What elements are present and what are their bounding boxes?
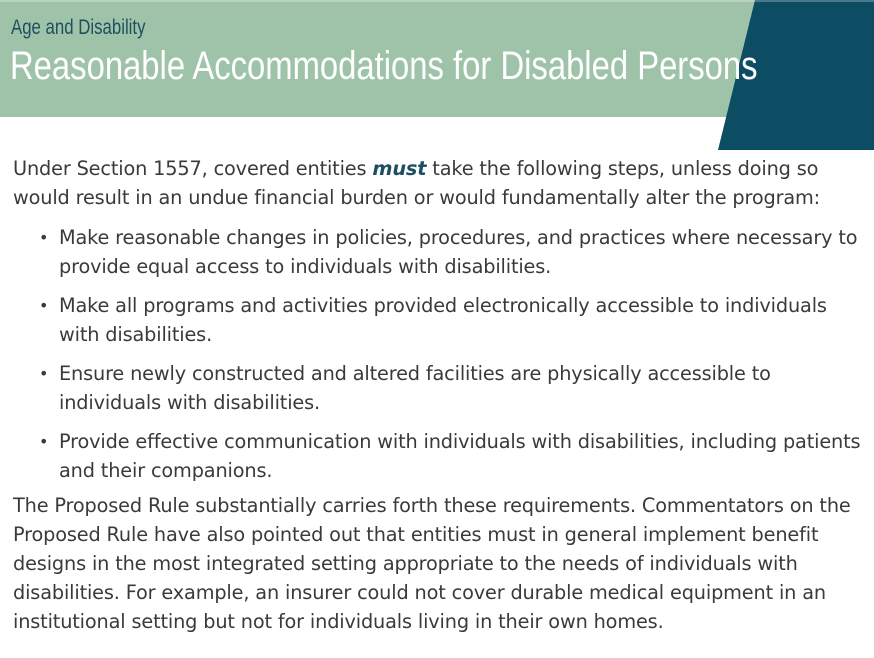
intro-emphasis: must (372, 157, 427, 180)
list-item (13, 223, 865, 281)
intro-paragraph (13, 154, 865, 212)
list-item (13, 359, 865, 417)
list-item-text: Make all programs and activities provided electronically accessible to individuals with disabilities. (59, 294, 827, 346)
requirements-list (13, 223, 865, 485)
list-item-text: Make reasonable changes in policies, procedures, and practices where necessary to provide equal access to individuals with disabilities. (59, 226, 858, 278)
bullet-icon: • (39, 228, 49, 247)
section-kicker: Age and Disability (11, 16, 146, 39)
bullet-icon: • (39, 432, 49, 451)
list-item (13, 427, 865, 485)
closing-paragraph: The Proposed Rule substantially carries forth these requirements. Commentators on the Proposed Rule have also pointed out that entities must in general implement benefit designs in the most integrated setting appropriate to the needs of individuals with disabilities. For example, an insurer could not cover durable medical equipment in an institutional setting but not for individuals living in their own homes. (13, 494, 851, 633)
bullet-icon: • (39, 364, 49, 383)
slide-header (0, 0, 874, 150)
page-title: Reasonable Accommodations for Disabled Persons (10, 44, 758, 88)
bullet-icon: • (39, 296, 49, 315)
header-top-line (0, 0, 874, 2)
intro-text-end: take the following steps, unless doing so would result in an undue financial burden or would fundamentally alter the program: (13, 157, 821, 209)
intro-text-start: Under Section 1557, covered entities (13, 157, 373, 180)
slide-body (13, 154, 865, 636)
list-item-text: Provide effective communication with individuals with disabilities, including patients and their companions. (59, 430, 861, 482)
list-item (13, 291, 865, 349)
list-item-text: Ensure newly constructed and altered facilities are physically accessible to individuals with disabilities. (59, 362, 771, 414)
